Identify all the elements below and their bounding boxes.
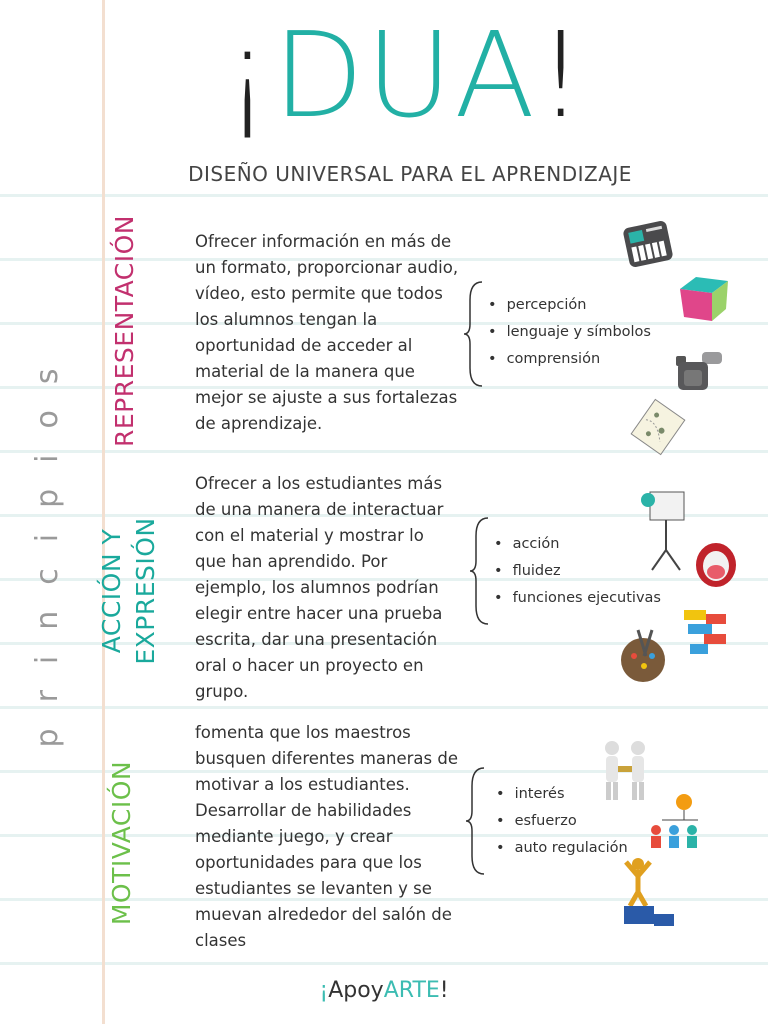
map-icon [630, 398, 686, 456]
heading-line: EXPRESIÓN [131, 517, 160, 665]
list-item: • lenguaje y símbolos [488, 319, 651, 346]
section-text-motivacion: fomenta que los maestros busquen diferentes maneras de motivar a los estudiantes. Desarrollar de habilidades mediante juego, y crear oportunidades para que los estudiantes se levanten y se muevan alrededor del salón de clases [195, 723, 458, 950]
title-close: ! [536, 6, 587, 144]
paint-palette-icon [618, 626, 668, 686]
footer-brand [0, 978, 768, 1003]
list-item: • percepción [488, 292, 651, 319]
brace-icon [464, 766, 488, 876]
team-idea-icon [644, 790, 708, 856]
footer-close: ! [439, 978, 449, 1003]
building-blocks-icon [680, 604, 730, 660]
rule-line [0, 194, 768, 197]
brace-icon [462, 280, 486, 388]
title-open: ¡ [223, 6, 274, 144]
footer-part1: Apoy [328, 978, 384, 1003]
side-label-principios: principios [30, 342, 65, 748]
rule-line [0, 706, 768, 709]
section-heading-accion-expresion [95, 516, 165, 666]
cube-icon [676, 275, 732, 323]
brace-icon [468, 516, 492, 626]
list-item: • interés [496, 781, 628, 808]
list-item: • esfuerzo [496, 808, 628, 835]
subtitle: DISEÑO UNIVERSAL PARA EL APRENDIZAJE [188, 162, 632, 186]
rule-line [0, 962, 768, 965]
heading-line: ACCIÓN Y [97, 528, 126, 654]
mouth-icon [692, 540, 740, 590]
section-heading-representacion: REPRESENTACIÓN [110, 215, 139, 447]
list-item: • funciones ejecutivas [494, 585, 661, 612]
section-text-representacion: Ofrecer información en más de un formato, proporcionar audio, vídeo, esto permite que todos los alumnos tengan la oportunidad de acceder al material de la manera que mejor se ajuste a sus fortalezas de aprendizaje. [195, 232, 459, 433]
keyboard-synth-icon [620, 216, 676, 272]
footer-open: ¡ [319, 978, 329, 1003]
list-item: • fluidez [494, 558, 661, 585]
section-heading-motivacion: MOTIVACIÓN [107, 760, 136, 926]
music-stand-icon [638, 488, 688, 572]
list-accion-expresion [494, 531, 661, 612]
page-title [0, 6, 768, 144]
list-item: • comprensión [488, 346, 651, 373]
footer-part2: ARTE [383, 978, 440, 1003]
list-item: • acción [494, 531, 661, 558]
list-item: • auto regulación [496, 835, 628, 862]
podium-winner-icon [616, 856, 680, 932]
title-main: DUA [273, 6, 537, 144]
video-camera-icon [672, 348, 732, 394]
section-text-accion-expresion: Ofrecer a los estudiantes más de una manera de interactuar con el material y mostrar lo que han aprendido. Por ejemplo, los alumnos podrían elegir entre hacer una prueba escrita, dar una presentación oral o hacer un proyecto en grupo. [195, 474, 444, 701]
list-representacion [488, 292, 651, 373]
